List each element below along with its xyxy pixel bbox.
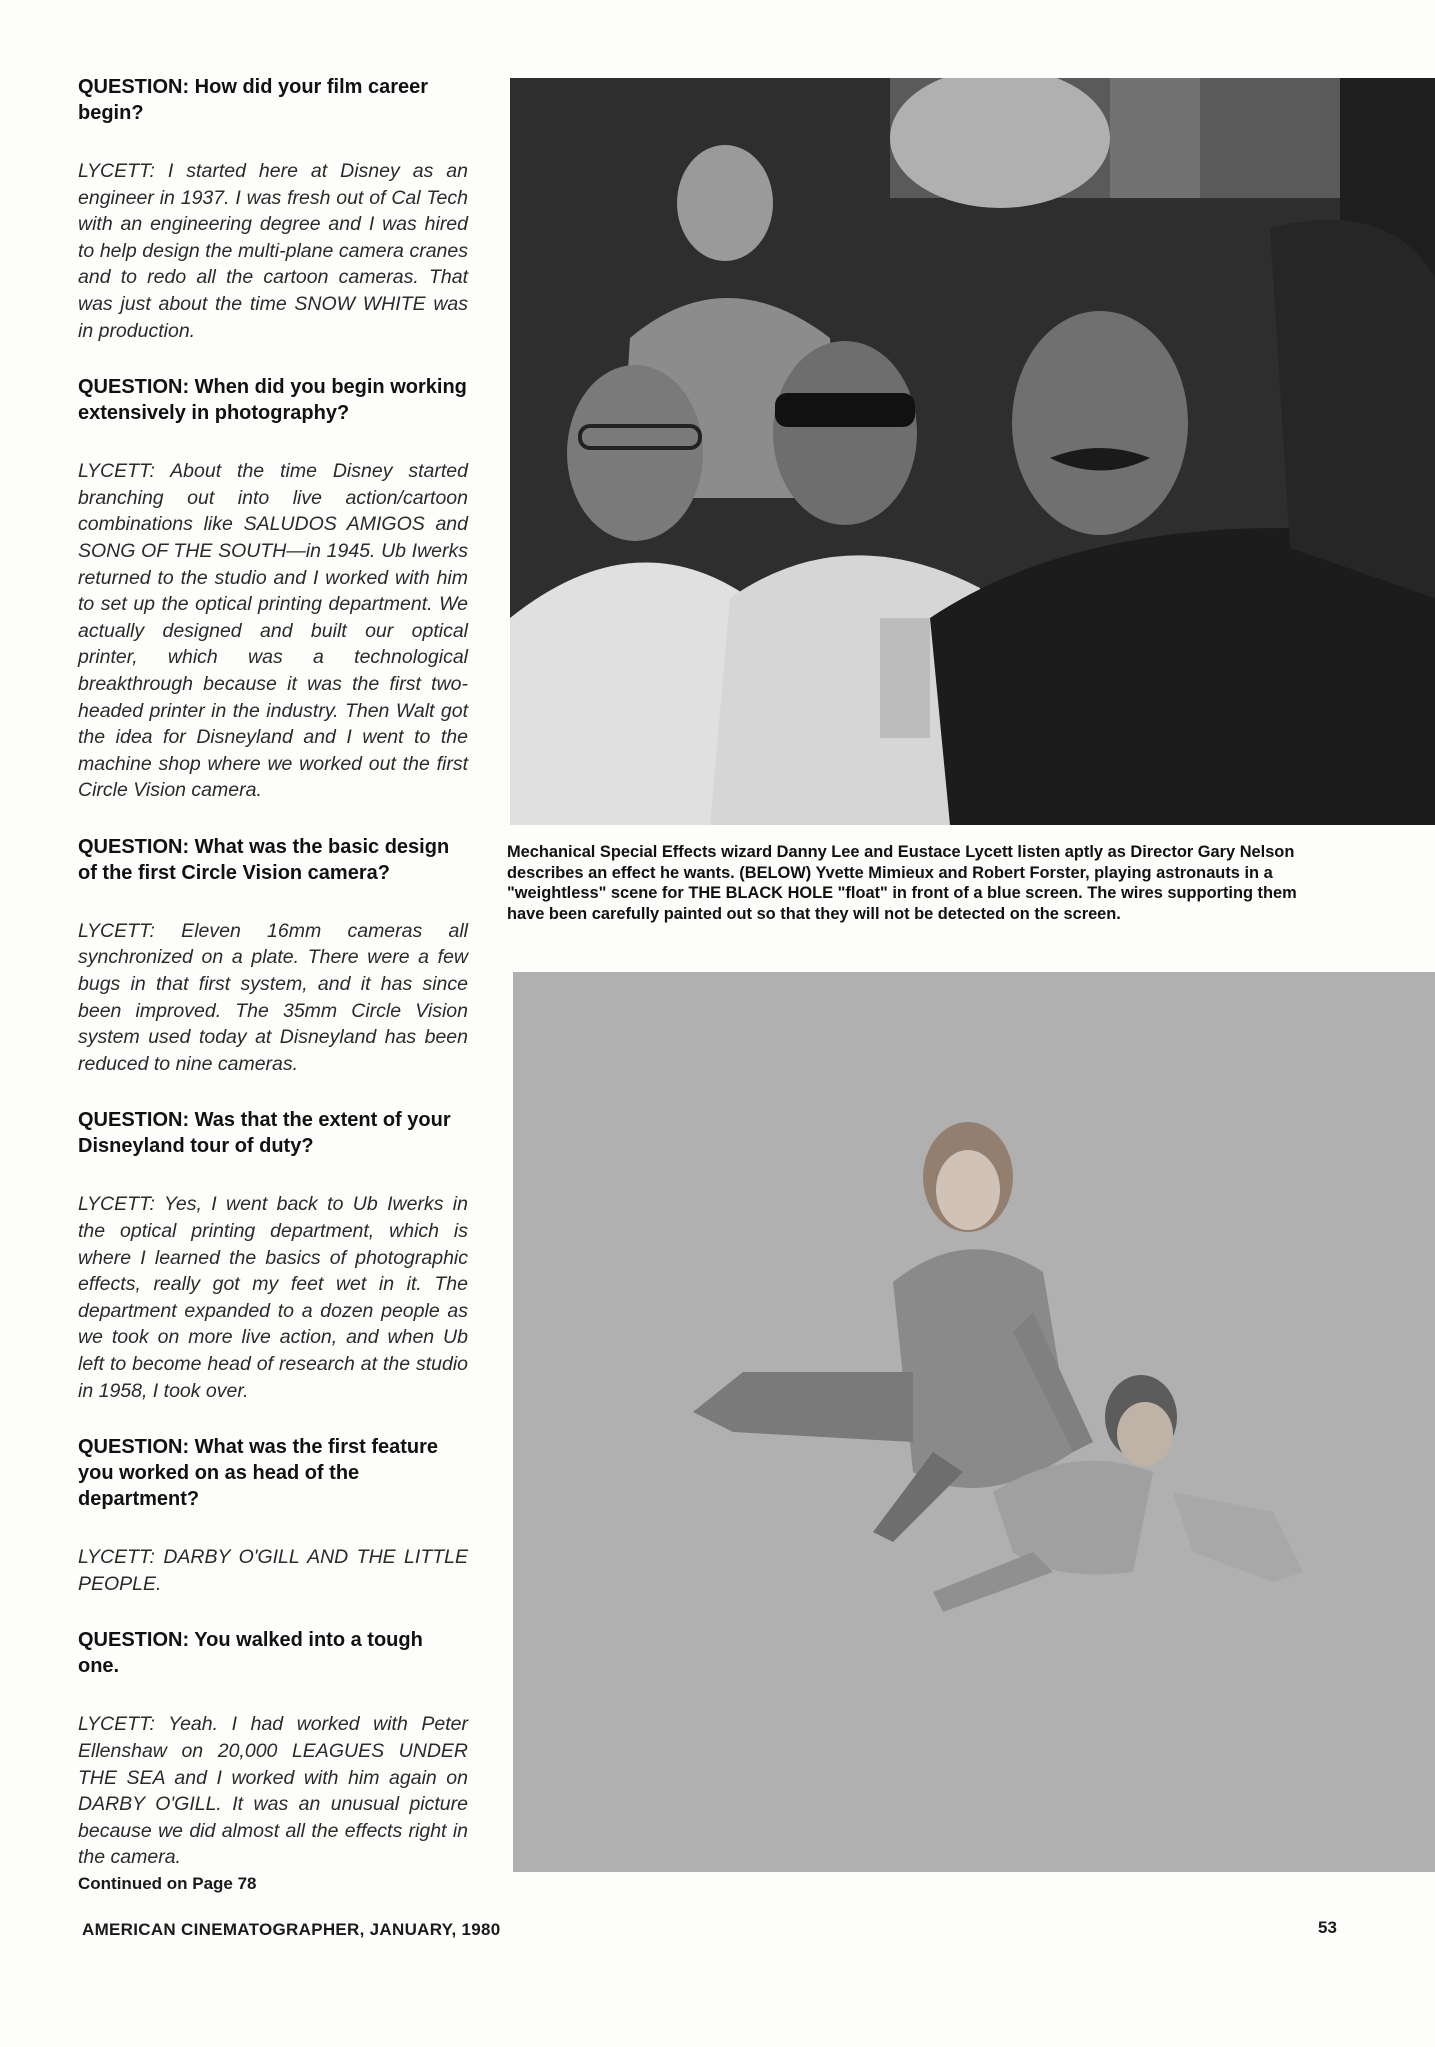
answer-6: LYCETT: Yeah. I had worked with Peter Ellenshaw on 20,000 LEAGUES UNDER THE SEA and I worked with him again on DARBY O'GILL. It was an unusual picture because we did almost all the effects right in the camera. xyxy=(78,1713,468,1869)
question-5: QUESTION: What was the first feature you worked on as head of the department? xyxy=(78,1436,439,1511)
photo-floating-astronauts xyxy=(513,972,1435,1872)
answer-5: LYCETT: DARBY O'GILL AND THE LITTLE PEOPLE. xyxy=(78,1546,468,1595)
question-6: QUESTION: You walked into a tough one. xyxy=(78,1629,423,1678)
page-number: 53 xyxy=(1318,1918,1337,1937)
question-3: QUESTION: What was the basic design of the first Circle Vision camera? xyxy=(78,835,450,884)
answer-1: LYCETT: I started here at Disney as an engineer in 1937. I was fresh out of Cal Tech with an engineering degree and I was hired to help design the multi-plane camera cranes and to redo all the cartoon cameras. That was just about the time SNOW WHITE was in production. xyxy=(78,160,468,342)
continued-note: Continued on Page 78 xyxy=(78,1873,257,1893)
answer-3: LYCETT: Eleven 16mm cameras all synchronized on a plate. There were a few bugs in that first system, and it has since been improved. The 35mm Circle Vision system used today at Disneyland has been reduced to nine cameras. xyxy=(78,919,468,1075)
answer-4: LYCETT: Yes, I went back to Ub Iwerks in the optical printing department, which is where I learned the basics of photographic effects, really got my feet wet in it. The department expanded to a dozen people as we took on more live action, and when Ub left to become head of research at the studio in 1958, I took over. xyxy=(78,1193,468,1402)
question-1: QUESTION: How did your film career begin? xyxy=(78,76,429,124)
interview-column xyxy=(78,74,468,1895)
publication-footer: AMERICAN CINEMATOGRAPHER, JANUARY, 1980 xyxy=(82,1920,501,1939)
question-4: QUESTION: Was that the extent of your Disneyland tour of duty? xyxy=(78,1109,451,1158)
photo-caption: Mechanical Special Effects wizard Danny Lee and Eustace Lycett listen aptly as Director Gary Nelson describes an effect he wants. (BELOW) Yvette Mimieux and Robert Forster, playing astronauts in a "weightless" scene for THE BLACK HOLE "float" in front of a blue screen. The wires supporting them have been carefully painted out so that they will not be detected on the screen. xyxy=(507,843,1297,923)
question-2: QUESTION: When did you begin working extensively in photography? xyxy=(78,376,467,425)
answer-2: LYCETT: About the time Disney started branching out into live action/cartoon combinations like SALUDOS AMIGOS and SONG OF THE SOUTH—in 1945. Ub Iwerks returned to the studio and I worked with him to set up the optical printing department. We actually designed and built our optical printer, which was a technological breakthrough because it was the first two-headed printer in the industry. Then Walt got the idea for Disneyland and I went to the machine shop where we worked out the first Circle Vision camera. xyxy=(78,460,468,802)
photo-three-men xyxy=(510,78,1435,825)
